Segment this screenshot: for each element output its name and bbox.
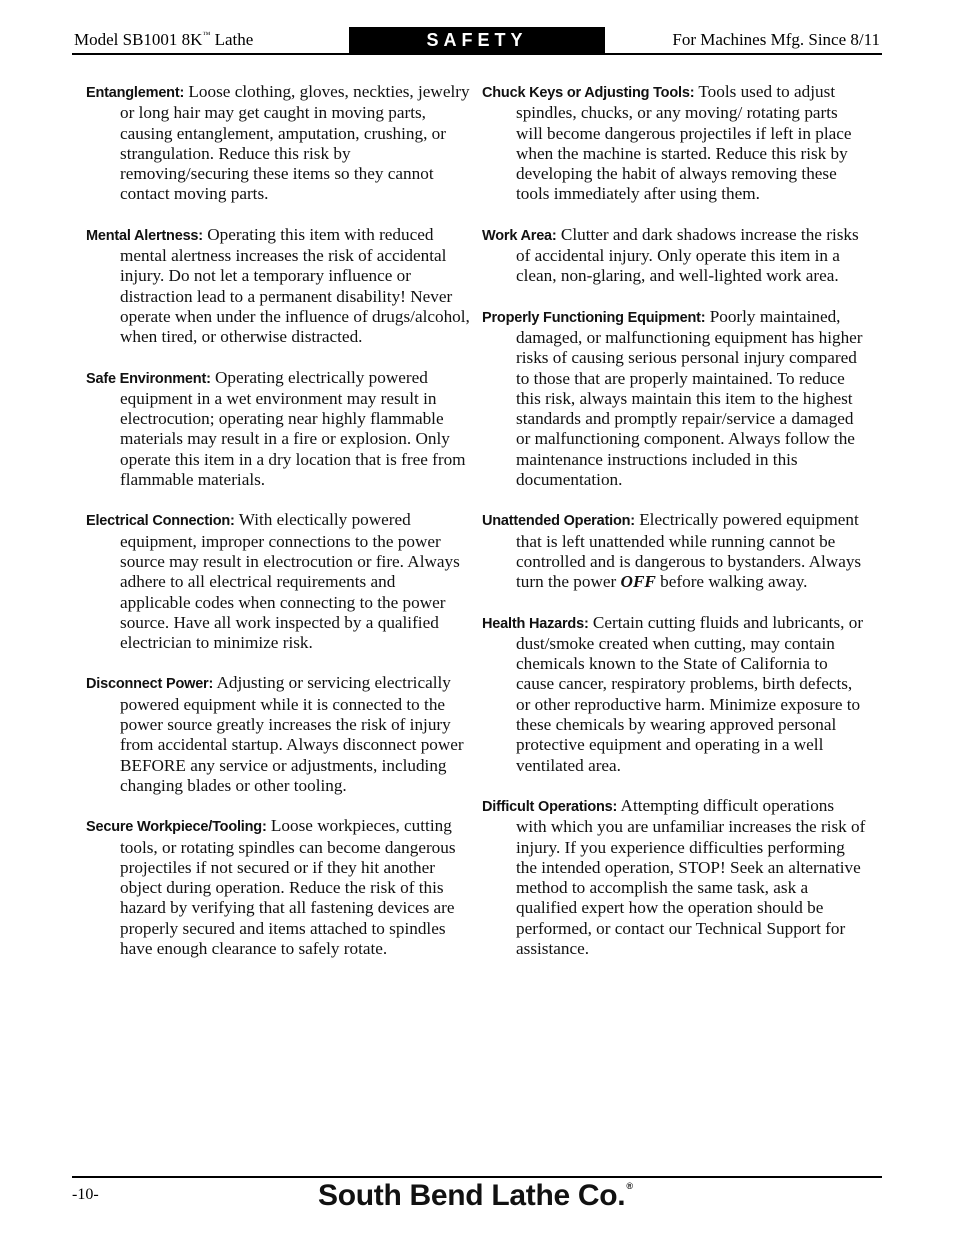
safety-item-secure-workpiece <box>86 816 470 959</box>
item-label: Work Area: <box>482 227 557 244</box>
safety-item-disconnect-power <box>86 673 470 796</box>
safety-item-safe-environment <box>86 368 470 491</box>
item-label: Entanglement: <box>86 85 185 101</box>
item-emphasis: OFF <box>620 572 656 592</box>
safety-item-electrical-connection <box>86 510 470 653</box>
section-title: SAFETY <box>349 27 605 53</box>
page-footer <box>72 1176 882 1216</box>
item-text: With electically powered equipment, improper connections to the power source may result in electrocution or fire. Always adhere to all electrical requirements and applicable codes when connecting to the power source. Have all work inspected by a qualified electrician to minimize risk. <box>120 510 460 653</box>
item-label: Chuck Keys or Adjusting Tools: <box>482 85 695 101</box>
item-text: Electrically powered equipment that is left unattended while running cannot be controlled and is dangerous to bystanders. Always turn the power <box>516 510 862 592</box>
item-text: Poorly maintained, damaged, or malfunctioning equipment has higher risks of causing serious personal injury compared to those that are properly maintained. To reduce this risk, always maintain this item to the highest standards and promptly repair/service a damaged or malfunctioning component. Always follow the maintenance instructions included in this documentation. <box>516 306 863 490</box>
item-text: Loose clothing, gloves, neckties, jewelry or long hair may get caught in moving parts, causing entanglement, amputation, crushing, or strangulation. Reduce this risk by removing/securing these items so they cannot contact moving parts. <box>120 82 470 204</box>
item-label: Disconnect Power: <box>86 676 214 693</box>
safety-item-mental-alertness <box>86 225 470 348</box>
item-text: Attempting difficult operations with which you are unfamiliar increases the risk of injury. If you experience difficulties performing the intended operation, STOP! Seek an alternative method to accomplish the same task, ask a qualified expert how the operation should be performed, or contact our Technical Support for assistance. <box>516 795 866 958</box>
safety-item-health-hazards <box>482 613 866 776</box>
machines-date: For Machines Mfg. Since 8/11 <box>672 30 880 49</box>
safety-item-difficult-operations <box>482 796 866 959</box>
item-text: Operating this item with reduced mental alertness increases the risk of accidental injury. Do not let a temporary influence or distraction lead to a permanent disability! Never operate when under the influence of drugs/alcohol, when tired, or otherwise distracted. <box>120 224 470 347</box>
item-label: Properly Functioning Equipment: <box>482 309 706 326</box>
header-rule <box>72 53 882 55</box>
item-label: Safe Environment: <box>86 370 211 387</box>
trademark-mark: ™ <box>202 30 211 39</box>
item-text-after: before walking away. <box>660 572 808 592</box>
right-column <box>482 82 866 979</box>
safety-item-entanglement <box>86 82 470 205</box>
safety-item-chuck-keys <box>482 82 866 205</box>
page-number: -10- <box>72 1186 99 1203</box>
item-label: Mental Alertness: <box>86 227 203 244</box>
footer-rule <box>72 1176 882 1178</box>
item-label: Secure Workpiece/Tooling: <box>86 819 267 836</box>
item-label: Health Hazards: <box>482 615 589 632</box>
item-text: Clutter and dark shadows increase the risks of accidental injury. Only operate this item in a clean, non-glaring, and well-lighted work area. <box>516 224 859 286</box>
item-label: Electrical Connection: <box>86 513 235 530</box>
model-name: Model SB1001 8K <box>74 30 203 49</box>
brand-logo <box>318 1179 633 1213</box>
registered-mark: ® <box>626 1181 633 1191</box>
safety-item-properly-functioning <box>482 307 866 491</box>
brand-name: South Bend Lathe Co. <box>318 1179 626 1212</box>
item-text: Tools used to adjust spindles, chucks, or any moving/ rotating parts will become dangerous projectiles if left in place when the machine is started. Reduce this risk by developing the habit of always removing these tools immediately after using them. <box>516 82 852 204</box>
item-label: Difficult Operations: <box>482 798 618 815</box>
safety-item-work-area <box>482 225 866 287</box>
item-text: Loose workpieces, cutting tools, or rotating spindles can become dangerous projectiles if not secured or if they hit another object during operation. Reduce the risk of this hazard by verifying that all fastening devices are properly secured and items attached to spindles have enough clearance to safely rotate. <box>120 816 456 958</box>
item-text: Certain cutting fluids and lubricants, or dust/smoke created when cutting, may contain chemicals known to the State of California to cause cancer, respiratory problems, birth defects, or other reproductive harm. Minimize exposure to these chemicals by wearing approved personal protective equipment and operating in a well ventilated area. <box>516 612 864 775</box>
item-text: Adjusting or servicing electrically powered equipment while it is connected to the power source greatly increases the risk of injury from accidental startup. Always disconnect power BEFORE any service or adjustments, including changing blades or other tooling. <box>120 673 464 795</box>
item-text: Operating electrically powered equipment in a wet environment may result in electrocution; operating near highly flammable materials may result in a fire or explosion. Only operate this item in a dry location that is free from flammable materials. <box>120 367 466 490</box>
model-label <box>74 30 253 50</box>
item-label: Unattended Operation: <box>482 513 635 530</box>
safety-item-unattended-operation <box>482 510 866 592</box>
page-header <box>72 27 882 55</box>
left-column <box>86 82 470 979</box>
model-suffix: Lathe <box>210 30 254 49</box>
